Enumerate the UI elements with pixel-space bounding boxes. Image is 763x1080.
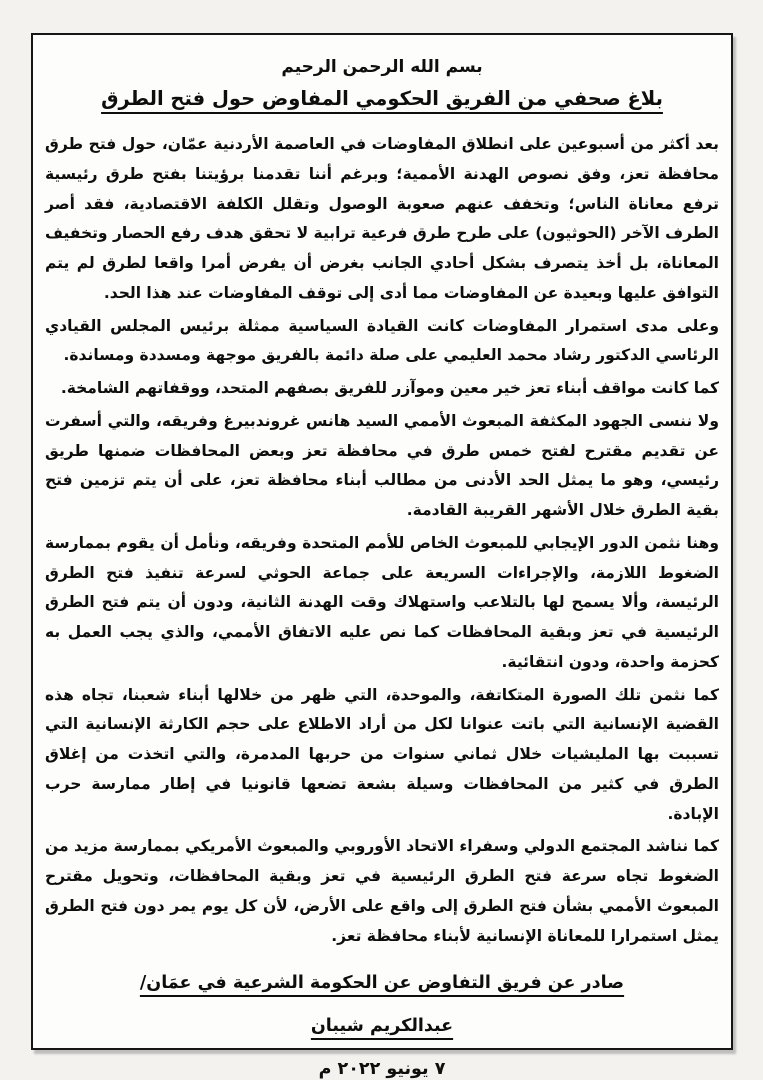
paragraph-appeal-international-community: كما نناشد المجتمع الدولي وسفراء الاتحاد الأوروبي والمبعوث الأمريكي بممارسة مزيد من الضغوط تجاه سرعة فتح الطرق الرئيسية في تعز وبقية المحافظات، وتحويل مقترح المبعوث الأممي بشأن فتح الطرق إلى واقع على الأرض، لأن كل يوم يمر دون فتح الطرق يمثل استمرارا للمعاناة الإنسانية لأبناء محافظة تعز. xyxy=(45,837,719,945)
signatory-name: عبدالكريم شيبان xyxy=(310,1016,454,1037)
paragraph-negotiations-stalled: بعد أكثر من أسبوعين على انطلاق المفاوضات في العاصمة الأردنية عمّان، حول فتح طرق محافظة تعز، وفق نصوص الهدنة الأممية؛ وبرغم أننا تقدمنا برؤيتنا بفتح طرق رئيسية ترفع معاناة الناس؛ وتخفف عنهم صعوبة الوصول وتقلل الكلفة الاقتصادية، فقد أصر الطرف الآخر (الحوثيون) على طرح طرق فرعية ترابية لا تحقق هدف رفع الحصار وتخفيف المعاناة، بل أخذ يتصرف بشكل أحادي الجانب بغرض أن يفرض أمرا واقعا لطرق لم يتم التوافق عليها وبعيدة عن المفاوضات مما أدى إلى توقف المفاوضات عند هذا الحد. xyxy=(45,135,719,302)
press-release-title: بلاغ صحفي من الفريق الحكومي المفاوض حول فتح الطرق xyxy=(101,87,663,110)
paragraph-political-leadership: وعلى مدى استمرار المفاوضات كانت القيادة السياسية ممثلة برئيس المجلس القيادي الرئاسي الدكتور رشاد محمد العليمي على صلة دائمة بالفريق موجهة ومسددة ومساندة. xyxy=(45,316,719,365)
paragraph-un-envoy-efforts: ولا ننسى الجهود المكثفة المبعوث الأممي السيد هانس غروندبيرغ وفريقه، والتي أسفرت عن تقديم مقترح لفتح خمس طرق في محافظة تعز وبعض المحافظات ضمنها طريق رئيسي، وهو ما يمثل الحد الأدنى من مطالب أبناء محافظة تعز، على أن يتم تزمين فتح بقية الطرق خلال الأشهر القريبة القادمة. xyxy=(45,411,719,519)
paragraph-united-image-catastrophe: كما نثمن تلك الصورة المتكاتفة، والموحدة، التي ظهر من خلالها أبناء شعبنا، تجاه هذه القضية الإنسانية التي باتت عنوانا لكل من أراد الاطلاع على حجم الكارثة الإنسانية التي تسببت بها المليشيات خلال ثماني سنوات من حربها المدمرة، والتي اتخذت من إغلاق الطرق في كثير من المحافظات وسيلة بشعة تضعها قانونيا في إطار ممارسة حرب الإبادة. xyxy=(45,685,719,823)
document-body xyxy=(45,130,719,951)
issued-by-line: صادر عن فريق التفاوض عن الحكومة الشرعية في عمَان/ xyxy=(139,973,625,994)
paragraph-positive-role-pressure: وهنا نثمن الدور الإيجابي للمبعوث الخاص للأمم المتحدة وفريقه، ونأمل أن يقوم بممارسة الضغوط اللازمة، والإجراءات السريعة على جماعة الحوثي لسرعة تنفيذ فتح الطرق الرئيسة، وألا يسمح لها بالتلاعب واستهلاك وقت الهدنة الثانية، ودون أن يتم فتح الطرق الرئيسية في تعز وبقية المحافظات كما نص عليه الاتفاق الأممي، والذي يجب العمل به كحزمة واحدة، ودون انتقائية. xyxy=(45,533,719,671)
basmala-heading: بسم الله الرحمن الرحيم xyxy=(281,57,483,77)
release-date: ٧ يونيو ٢٠٢٢ م xyxy=(318,1059,446,1080)
paragraph-taiz-people-support: كما كانت مواقف أبناء تعز خير معين وموآزر للفريق بصفهم المتحد، ووقفاتهم الشامخة. xyxy=(60,379,719,397)
document-page xyxy=(31,33,733,1080)
signature-block xyxy=(45,973,719,1079)
